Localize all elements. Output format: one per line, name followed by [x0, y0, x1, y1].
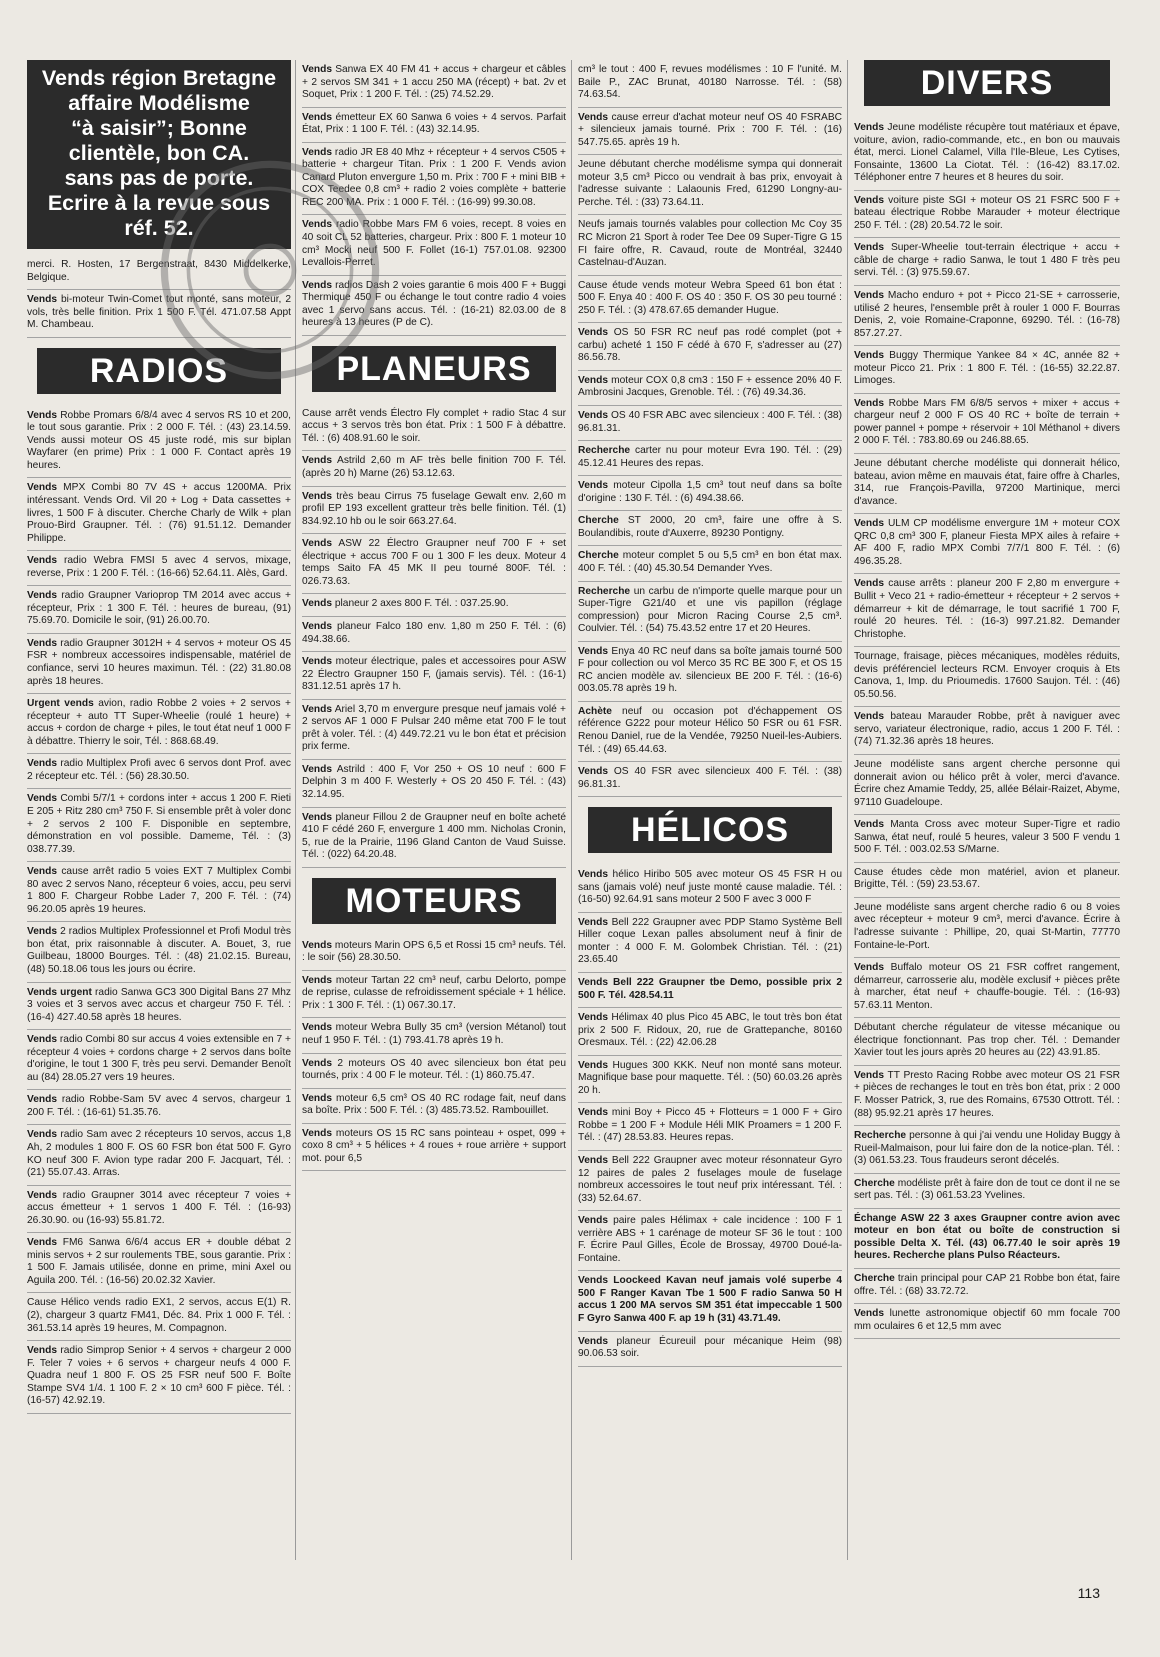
ad-text: émetteur EX 60 Sanwa 6 voies + 4 servos. Parfait État, Prix : 1 100 F. Tél. : (43) 32.14.95.	[302, 111, 566, 136]
ad-lead-word: Vends	[578, 645, 609, 657]
ad-text: Loockeed Kavan neuf jamais volé superbe 4 500 F Ranger Kavan Tbe 1 500 F radio Sanwa 50 H accus 1 200 MA servos SM 351 état impeccable 1 500 F Gyro Sanwa 400 F. ap 19 h (31) 43.71.49.	[578, 1275, 842, 1325]
classified-ad	[302, 404, 566, 452]
ad-text: Super-Wheelie tout-terrain électrique + accu + câble de charge + radio Sanwa, le tout 1 480 F très peu servi. Tél. : (3) 975.59.67.	[854, 242, 1120, 279]
classified-ad	[27, 789, 291, 862]
ad-lead-word: Cherche	[854, 1177, 895, 1189]
ad-text: Buffalo moteur OS 21 FSR coffret rangement, démarreur, carrosserie alu, modèle exclusif + pièces prête à marcher, état neuf + chauffe-bougie. Tél. : (16-93) 57.63.11 Menton.	[854, 962, 1120, 1011]
ad-text: très beau Cirrus 75 fuselage Gewalt env. 2,60 m profil EP 193 excellent gratteur très belle finition. Tél. (1) 834.92.10 hb ou le soir 663.27.64.	[302, 490, 566, 527]
column-3	[578, 60, 842, 1367]
ad-text: Robbe Promars 6/8/4 avec 4 servos RS 10 et 200, le tout sous garantie. Prix : 2 000 F. Tél. : (43) 23.14.59. Vends aussi moteur OS 45 juste rodé, mis sur biplan Wayfarer (en prime) Prix : 1 000 F. Contact après 19 heures.	[27, 409, 291, 471]
ad-text: Bell 222 Graupner avec PDP Stamo Système Bell Hiller coque Lexan palles absolument neuf à finir de monter : 4 000 F. M. Golombek Christian. Tél. : (21) 23.65.40	[578, 916, 842, 966]
classified-ad	[578, 476, 842, 511]
column-rule	[571, 60, 572, 1560]
classified-ad	[302, 1089, 566, 1124]
classified-ad	[578, 511, 842, 546]
classified-ad	[854, 898, 1120, 958]
ad-text: cause erreur d'achat moteur neuf OS 40 FSRABC + silencieux jamais tourné. Prix : 700 F. Tél. : (16) 547.75.65. après 19 h.	[578, 111, 842, 148]
ad-text: OS 40 FSR ABC avec silencieux : 400 F. Tél. : (38) 96.81.31.	[578, 410, 842, 434]
ad-text: cm³ le tout : 400 F, revues modélismes : 10 F l'unité. M. Baile P., ZAC Brunat, 40180 Narrosse. Tél. : (58) 74.63.54.	[578, 64, 842, 101]
ad-lead-word: Vends	[302, 974, 333, 986]
ad-lead-word: Vends	[302, 939, 333, 951]
classified-ad	[27, 1125, 291, 1185]
classified-ad	[578, 1151, 842, 1211]
ad-text: Jeune modéliste sans argent cherche personne qui donnerait avion ou hélico prêt à voler, merci d'avance. Écrire chez Amamie Teddy, 25, allée Bélair-Raizet, Abyme, 97110 Guadeloupe.	[854, 758, 1120, 808]
ad-lead-word: Vends	[578, 916, 609, 928]
ad-text: Débutant cherche régulateur de vitesse mécanique ou électrique fonctionnant. Pas trop cher. Tél. : Demander Xavier tout les jours après 20 heures au (22) 43.91.85.	[854, 1022, 1120, 1059]
ad-lead-word: Vends	[854, 194, 885, 206]
ad-lead-word: Vends	[302, 703, 333, 715]
page-number: 113	[1077, 1585, 1100, 1601]
classified-ad	[578, 642, 842, 702]
ad-lead-word: Vends	[302, 1092, 333, 1104]
ad-text: OS 40 FSR avec silencieux 400 F. Tél. : (38) 96.81.31.	[578, 766, 842, 790]
ad-text: ST 2000, 20 cm³, faire une offre à S. Boulandibis, route d'Auxerre, 89230 Pontigny.	[578, 515, 842, 539]
ad-text: Hélimax 40 plus Pico 45 ABC, le tout très bon état prix 2 500 F. Ridoux, 20, rue de Grattepanche, 80160 Oresmaux. Tél. : (22) 42.06.28	[578, 1012, 842, 1049]
classified-ad	[578, 1271, 842, 1331]
ad-text: mini Boy + Picco 45 + Flotteurs = 1 000 F + Giro Robbe = 1 200 F + Module Héli MIK Proamers = 1 200 F. Tél. : (47) 28.53.83. Heures repas.	[578, 1107, 842, 1144]
classified-ad	[27, 255, 291, 290]
ad-text: Neufs jamais tournés valables pour collection Mc Coy 35 RC Micron 21 Sport à roder Tee Dee 09 Super-Tigre G 15 FI faire offre, R. Cavaud, route de Montréal, 32440 Castelnau-d'Auzan.	[578, 219, 842, 269]
classified-ad	[578, 276, 842, 324]
ad-text: Cause arrêt vends Électro Fly complet + radio Stac 4 sur accus + 3 servos très bon état. Prix : 1 500 F à débattre. Tél. : (6) 408.91.60 le soir.	[302, 407, 566, 444]
ad-lead-word: Recherche	[854, 1130, 907, 1142]
ad-text: Tournage, fraisage, pièces mécaniques, modèles réduits, devis préférenciel lecteurs RCM. Envoyer croquis à Ets Canova, 1, Imp. du Prioumedis. 17600 Saujon. Tél. : (46) 05.50.56.	[854, 651, 1120, 700]
ad-lead-word: Cherche	[854, 1273, 895, 1285]
classified-ad	[578, 406, 842, 441]
ad-lead-word: Vends	[578, 1275, 609, 1287]
ad-text: Jeune débutant cherche modélisme sympa qui donnerait moteur 3,5 cm³ Picco ou vendrait à bas prix, envoyait à l'adresse suivante : Lalaounis Fred, 61290 Longny-au-Perche. Tél. : (33) 73.64.11.	[578, 159, 842, 208]
classified-ad	[302, 936, 566, 971]
classified-ad	[27, 1341, 291, 1414]
classified-ad	[854, 863, 1120, 898]
classified-ad	[854, 707, 1120, 755]
ad-text: radio Graupner Varioprop TM 2014 avec accus + récepteur, Prix : 1 300 F. Tél. : heures de bureau, (91) 75.69.70. Domicile le soir, (91) 26.00.70.	[27, 590, 291, 627]
ad-text: radio Sam avec 2 récepteurs 10 servos, accus 1,8 Ah, 2 modules 1 800 F. OS 60 FSR bon état 500 F. Gyro KO neuf 300 F. Avion type radar 200 F. Jacquart, Tél. : (21) 55.07.43. Arras.	[27, 1129, 291, 1179]
classified-ad	[578, 371, 842, 406]
section-header-helicos: HÉLICOS	[588, 807, 832, 853]
classified-ad	[854, 1269, 1120, 1304]
ad-lead-word: Vends	[854, 1308, 885, 1320]
classified-ad	[27, 862, 291, 922]
ad-list	[27, 255, 291, 338]
ad-list	[302, 404, 566, 868]
classified-ad	[854, 286, 1120, 346]
ad-lead-word: Vends	[302, 146, 333, 158]
ad-lead-word: Vends	[27, 926, 58, 938]
ad-text: radio Graupner 3012H + 4 servos + moteur OS 45 FSR + nombreux accessoires indispensable, matériel de confiance, servi 10 heures maximun. Tél. : (22) 31.80.08 après 18 heures.	[27, 637, 291, 687]
ad-text: Cause études cède mon matériel, avion et planeur. Brigitte, Tél. : (59) 23.53.67.	[854, 866, 1120, 891]
classified-ad	[578, 973, 842, 1008]
ad-text: Jeune modéliste sans argent cherche radio 6 ou 8 voies avec récepteur + moteur 9 cm³, merci d'avance. Écrire à l'adresse suivante : Phillipe, 20, quai St-Martin, 77770 Fontaine-le-Port.	[854, 901, 1120, 951]
ad-lead-word: Vends	[302, 598, 333, 610]
ad-lead-word: Vends	[302, 279, 333, 291]
classified-ad	[302, 617, 566, 652]
classified-ad	[302, 971, 566, 1019]
column-4	[854, 60, 1120, 1339]
classified-ad	[854, 1066, 1120, 1126]
ad-text: avion, radio Robbe 2 voies + 2 servos + récepteur + auto TT Super-Wheelie (roulé 1 heure) + accus + cordon de charge + piles, le tout état neuf 1 000 F à débattre. Thierry le soir, Tél. : 868.68.49.	[27, 698, 291, 747]
ad-text: radio Sanwa GC3 300 Digital Bans 27 Mhz 3 voies et 3 servos avec accus et chargeur 750 F. Tél. : (16-4) 427.40.58 après 18 heures.	[27, 986, 291, 1023]
ad-lead-word: Vends	[578, 374, 609, 386]
classified-ad	[302, 594, 566, 617]
ad-text: bateau Marauder Robbe, prêt à naviguer avec servo, variateur électronique, radio, accus 1 200 F. Tél. : (74) 71.32.36 après 18 heures.	[854, 711, 1120, 748]
classified-ad	[578, 762, 842, 797]
ad-lead-word: Cherche	[578, 515, 619, 527]
ad-text: Macho enduro + pot + Picco 21-SE + carrosserie, utilisé 2 heures, l'ensemble prêt à rouler 1 000 F. Bourras Denis, 2, voie Romaine-Craponne, 69290. Tél. : (16-78) 857.27.27.	[854, 290, 1120, 339]
section-header-planeurs: PLANEURS	[312, 346, 556, 392]
ad-lead-word: Vends	[27, 866, 58, 878]
ad-lead-word: Vends	[27, 1345, 58, 1357]
ad-lead-word: Vends	[578, 410, 609, 422]
ad-lead-word: Vends	[302, 811, 333, 823]
ad-lead-word: Vends	[302, 1057, 333, 1069]
ad-lead-word: Vends	[578, 111, 609, 123]
ad-lead-word: Échange	[854, 1212, 897, 1224]
ad-text: FM6 Sanwa 6/6/4 accus ER + double débat 2 minis servos + 2 sur roulements TBE, sous garantie. Prix : 1 500 F. Jamais utilisée, donne en prime, mini Axel ou Aguila 200. Tél. : (16-56) 20.02.32 Xavier.	[27, 1237, 291, 1286]
ad-text: Jeune débutant cherche modéliste qui donnerait hélico, bateau, avion même en mauvais état, faire offre à Charles, 314, rue François-Pavilla, 97200 Martinique, merci d'avance.	[854, 458, 1120, 507]
ad-lead-word: Vends	[302, 490, 333, 502]
ad-text: radio Robbe-Sam 5V avec 4 servos, chargeur 1 200 F. Tél. : (16-61) 51.35.76.	[27, 1094, 291, 1118]
classified-ad	[578, 702, 842, 762]
ad-text: merci. R. Hosten, 17 Bergenstraat, 8430 Middelkerke, Belgique.	[27, 259, 291, 283]
ad-text: un carbu de n'importe quelle marque pour un Super-Tigre G21/40 et une vis papillon (réglage compression) pour Micron Racing Course 2,5 cm³. Coulvier. Tél. : (54) 75.43.52 entre 17 et 20 Heures.	[578, 585, 842, 635]
ad-text: Combi 5/7/1 + cordons inter + accus 1 200 F. Rieti E 205 + Ritz 280 cm³ 750 F. Si ensemble prêt à voler donc + 2 servos 2 100 F. Disponible en septembre, démonstration en vol possible. Dameme, Tél. : (3) 038.77.39.	[27, 793, 291, 855]
classified-ad	[302, 700, 566, 760]
ad-lead-word: Vends	[578, 1335, 609, 1347]
ad-lead-word: Vends	[27, 1129, 58, 1141]
ad-text: Buggy Thermique Yankee 84 × 4C, année 82 + moteur Picco 21. Prix : 1 800 F. Tél. : (16-55) 32.22.87. Limoges.	[854, 350, 1120, 387]
classified-ad	[27, 1233, 291, 1293]
ad-lead-word: Vends	[302, 64, 333, 75]
ad-text: radio Robbe Mars FM 6 voies, recept. 8 voies en 40 soit CL 52 batteries, chargeur. Prix : 800 F. 1 moteur 10 cm³ Mocki neuf 500 F. Follet (16-1) 757.01.08. 92300 Levallois-Perret.	[302, 219, 566, 269]
ad-lead-word: Vends	[578, 1012, 609, 1024]
ad-text: hélico Hiribo 505 avec moteur OS 45 FSR H ou sans (jamais volé) neuf juste monté cause maladie. Tél. : (16-50) 92.64.91 sans moteur 2 500 F avec 3 000 F	[578, 869, 842, 906]
classified-ad	[27, 754, 291, 789]
ad-text: voiture piste SGI + moteur OS 21 FSRC 500 F + bateau électrique Robbe Marauder + moteur électrique 250 F. Tél. : (28) 20.54.72 le soir.	[854, 194, 1120, 231]
ad-list	[302, 936, 566, 1172]
classified-ad	[854, 1304, 1120, 1339]
ad-text: Cause Hélico vends radio EX1, 2 servos, accus E(1) R.(2), chargeur 3 quartz FM41, Déc. 84. Prix 1 000 F. Tél. : 361.53.14 après 19 heures, M. Compagnon.	[27, 1297, 291, 1334]
column-2	[302, 60, 566, 1171]
ad-text: moteur Webra Bully 35 cm³ (version Métanol) tout neuf 1 950 F. Tél. : (1) 793.41.78 après 19 h.	[302, 1022, 566, 1046]
ad-text: planeur Fillou 2 de Graupner neuf en boîte acheté 410 F cédé 260 F, envergure 1 400 mm. Nicholas Cronin, 5, rue de la Prairie, 1196 Gland Canton de Vaud Suisse. Tél. : (022) 64.20.48.	[302, 811, 566, 861]
ad-text: paire pales Hélimax + cale incidence : 100 F 1 verrière ABS + 1 carénage de moteur SF 36 le tout : 100 F. Écrire Paul Gilles, École de Brossay, 49700 Doué-la-Fontaine.	[578, 1215, 842, 1264]
ad-lead-word: Vends	[854, 122, 885, 133]
classified-ad	[27, 551, 291, 586]
ad-lead-word: Recherche	[578, 445, 631, 457]
ad-text: moteur 6,5 cm³ OS 40 RC rodage fait, neuf dans sa boîte. Prix : 500 F. Tél. : (3) 485.73.52. Rambouillet.	[302, 1092, 566, 1117]
classified-ad	[578, 1103, 842, 1151]
ad-text: ASW 22 Électro Graupner neuf 700 F + set électrique + accus 700 F ou 1 300 F les deux. Moteur 4 temps Saito FA 45 MK II peu tourné 800F. Tél. : 026.73.63.	[302, 538, 566, 587]
ad-text: moteur Cipolla 1,5 cm³ tout neuf dans sa boîte d'origine : 130 F. Tél. : (6) 494.38.66.	[578, 480, 842, 504]
ad-text: Jeune modéliste récupère tout matériaux et épave, voiture, avion, radio-commande, etc., en bon ou mauvais état, merci. Lionel Calamel, Villa l'Ile-Bleue, Les Cytises, Fonsainte, 13600 La Ciotat. Tél. : (16-42) 83.17.02. Téléphoner entre 7 heures et 8 heures du soir.	[854, 122, 1120, 184]
ad-lead-word: Vends urgent	[27, 986, 92, 998]
ad-lead-word: Vends	[578, 1107, 609, 1119]
classified-ad	[302, 215, 566, 275]
ad-lead-word: Vends	[302, 620, 333, 632]
ad-text: radio Multiplex Profi avec 6 servos dont Prof. avec 2 récepteur etc. Tél. : (56) 28.30.50.	[27, 758, 291, 782]
ad-text: neuf ou occasion pot d'échappement OS référence G222 pour moteur Hélico 50 FSR ou 61 FSR. Renou Daniel, rue de la Vendée, 79250 Nueil-les-Aubiers. Tél. : (49) 65.44.63.	[578, 705, 842, 755]
ad-text: radio JR E8 40 Mhz + récepteur + 4 servos C505 + batterie + chargeur Titan. Prix : 1 200 F. Vends avion Canard Pluton envergure 1,50 m. Prix : 700 F + mini BIB + COX Teedee 0,8 cm³ + radio 2 voies complète + batterie REC 200 MA. Prix : 1 000 F. Tél. : (16-99) 99.30.08.	[302, 146, 566, 208]
ad-lead-word: Vends	[854, 290, 885, 302]
classified-ad	[302, 760, 566, 808]
classified-ad	[854, 958, 1120, 1018]
ad-text: ASW 22 3 axes Graupner contre avion avec moteur en bon état ou boîte de construction si possible Delta X. Tél. (43) 06.77.40 le soir après 19 heures. Recherche plans Pulso Réacteurs.	[854, 1212, 1120, 1262]
classified-ad	[302, 1018, 566, 1053]
classified-ad	[854, 815, 1120, 863]
ad-lead-word: Vends	[27, 1094, 58, 1106]
ad-lead-word: Vends	[302, 111, 333, 123]
ad-text: Astrild : 400 F, Vor 250 + OS 10 neuf : 600 F Delphin 3 m 400 F. Westerly + OS 20 450 F. Tél. : (43) 32.14.95.	[302, 763, 566, 800]
ad-lead-word: Vends	[27, 793, 58, 805]
classified-ad	[578, 1211, 842, 1271]
ad-lead-word: Vends	[302, 656, 333, 668]
ad-text: radio Simprop Senior + 4 servos + chargeur 2 000 F. Teler 7 voies + 6 servos + chargeur neufs 4 000 F. Quadra neuf 1 800 F. OS 25 FSR neuf 500 F. Boîte Stampe SV4 1/4. 1 100 F. 2 × 10 cm³ 600 F pièce. Tél. : (16-57) 42.92.19.	[27, 1345, 291, 1407]
ad-lead-word: Vends	[27, 1189, 58, 1201]
classified-ad	[302, 1124, 566, 1172]
ad-text: moteur Tartan 22 cm³ neuf, carbu Delorto, pompe de reprise, culasse de refroidissement spéciale + 1 hélice. Prix : 1 300 F. Tél. : (1) 067.30.17.	[302, 974, 566, 1011]
ad-text: moteur électrique, pales et accessoires pour ASW 22 Électro Graupner 150 F, (jamais servis). Tél. : (16-1) 831.12.51 après 17 h.	[302, 656, 566, 693]
ad-lead-word: Vends	[578, 1155, 609, 1166]
column-rule	[295, 60, 296, 1560]
ad-lead-word: Vends	[578, 766, 609, 778]
classified-ad	[854, 191, 1120, 239]
ad-text: train principal pour CAP 21 Robbe bon état, faire offre. Tél. : (68) 33.72.72.	[854, 1273, 1120, 1297]
ad-lead-word: Recherche	[578, 585, 631, 597]
classified-ad	[854, 394, 1120, 454]
classified-ad	[27, 586, 291, 634]
classified-ad	[302, 1054, 566, 1089]
ad-lead-word: Vends	[854, 350, 885, 362]
ad-text: lunette astronomique objectif 60 mm focale 700 mm oculaires 6 et 12,5 mm avec	[854, 1308, 1120, 1332]
ad-text: ULM CP modélisme envergure 1M + moteur COX QRC 0,8 cm³ 300 F, planeur Fiesta MPX ailes à refaire + AF 400 F, radio MPX Combi 7/7/1 800 F. Tél. : (6) 496.35.28.	[854, 518, 1120, 567]
ad-lead-word: Vends	[578, 869, 609, 881]
classified-ad	[854, 238, 1120, 286]
ad-list	[854, 118, 1120, 1339]
classified-ad	[302, 534, 566, 594]
ad-lead-word: Vends	[578, 1215, 609, 1227]
classified-ad	[578, 60, 842, 108]
ad-text: 2 radios Multiplex Professionnel et Profi Modul très bon état, prix raisonnable à discuter. A. Bouet, 3, rue Guilbeau, 18000 Bourges. Tél. : (48) 21.02.15. Bureau, (48) 50.18.06 tous les jours ou écrire.	[27, 926, 291, 975]
ad-lead-word: Vends	[27, 590, 58, 602]
ad-text: modéliste prêt à faire don de tout ce dont il ne se sert pas. Tél. : (3) 061.53.23 Yvelines.	[854, 1177, 1120, 1202]
ad-text: cause arrêt radio 5 voies EXT 7 Multiplex Combi 80 avec 2 servos Nano, récepteur 6 voies, accu, peu servi 1 800 F. Chargeur Robbe Lader 7, 200 F. Tél. : (74) 96.20.05 après 19 heures.	[27, 866, 291, 915]
classified-ad	[27, 922, 291, 982]
ad-text: personne à qui j'ai vendu une Holiday Buggy à Rueil-Malmaison, pour lui faire don de la notice-plan. Tél. : (3) 061.53.23. Tous fraudeurs seront décelés.	[854, 1130, 1120, 1167]
ad-text: planeur Écureuil pour mécanique Heim (98) 90.06.53 soir.	[578, 1335, 842, 1360]
ad-text: bi-moteur Twin-Comet tout monté, sans moteur, 2 vols, très belle finition. Prix 1 500 F. Tél. 471.07.58 Appt M. Chambeau.	[27, 294, 291, 331]
ad-text: Cause étude vends moteur Webra Speed 61 bon état : 500 F. Enya 40 : 400 F. OS 40 : 350 F. OS 30 peu tourné : 250 F. Tél. : (3) 478.67.65 demander Hugue.	[578, 279, 842, 316]
classified-ad	[854, 1126, 1120, 1174]
classified-ad	[854, 454, 1120, 514]
ad-lead-word: Vends	[302, 455, 333, 467]
classified-ad	[578, 1332, 842, 1367]
ad-list	[578, 865, 842, 1367]
classified-ad	[854, 118, 1120, 191]
ad-text: Ariel 3,70 m envergure presque neuf jamais volé + 2 servos AF 1 000 F Pulsar 240 même etat 700 F le tout prêt à voler. Tél. : (4) 449.72.21 vu le bon état et précision prix ferme.	[302, 703, 566, 753]
ad-text: radio Graupner 3014 avec récepteur 7 voies + accus émetteur + 1 servos 1 400 F. Tél. : (16-93) 26.30.90. ou (16-93) 55.81.72.	[27, 1189, 291, 1226]
ad-text: radio Combi 80 sur accus 4 voies extensible en 7 + récepteur 4 voies + cordons charge + 2 servos dans boîte d'origine, le tout 1 300 F, très peu servi. Demander Benoît au (84) 28.05.27 vers 19 heures.	[27, 1034, 291, 1083]
ad-lead-word: Vends	[302, 763, 333, 775]
ad-text: TT Presto Racing Robbe avec moteur OS 21 FSR + pièces de rechanges le tout en très bon état, prix : 2 000 F. Mosser Patrick, 3, rue des Romains, 67530 Ottrott. Tél. : (88) 95.92.21 après 17 heures.	[854, 1069, 1120, 1119]
ad-lead-word: Vends	[27, 482, 58, 494]
section-header-radios: RADIOS	[37, 348, 281, 394]
ad-lead-word: Vends	[854, 518, 885, 530]
ad-lead-word: Vends	[27, 758, 58, 770]
classified-ad	[854, 755, 1120, 815]
classified-ad	[578, 155, 842, 215]
classified-ad	[27, 478, 291, 551]
classified-ad	[302, 652, 566, 700]
ad-text: Hugues 300 KKK. Neuf non monté sans moteur. Magnifique base pour maquette. Tél. : (50) 60.03.26 après 20 h.	[578, 1059, 842, 1096]
classified-ad	[302, 143, 566, 216]
classified-ad	[854, 1018, 1120, 1066]
ad-lead-word: Cherche	[578, 550, 619, 562]
classified-ad	[302, 451, 566, 486]
classified-ad	[578, 865, 842, 913]
ad-text: OS 50 FSR RC neuf pas rodé complet (pot + carbu) acheté 1 150 F cédé à 670 F, s'adresser au (27) 86.56.78.	[578, 327, 842, 364]
ad-text: Manta Cross avec moteur Super-Tigre et radio Sanwa, état neuf, roulé 5 heures, valeur 3 500 F vendu 1 500 F. Tél. : 003.02.53 S/Marne.	[854, 819, 1120, 856]
ad-lead-word: Vends	[302, 538, 333, 550]
classified-ad	[302, 808, 566, 868]
ad-lead-word: Vends	[27, 1237, 58, 1249]
ad-text: cause arrêts : planeur 200 F 2,80 m envergure + Bullit + Veco 21 + radio-émetteur + récepteur + 2 servos + démarreur + kit de démarrage, le tout sacrifié 1 700 F, roulé 20 heures. Tél. : (16-3) 997.21.82. Demander Christophe.	[854, 578, 1120, 640]
classified-ad	[27, 1293, 291, 1341]
ad-text: moteur COX 0,8 cm3 : 150 F + essence 20% 40 F. Ambrosini Jacques, Grenoble. Tél. : (76) 49.34.36.	[578, 374, 842, 399]
classified-ad	[578, 546, 842, 581]
ad-text: radio Webra FMSI 5 avec 4 servos, mixage, reverse, Prix : 1 200 F. Tél. : (16-66) 52.64.11. Alès, Gard.	[27, 555, 291, 579]
classified-ad	[27, 406, 291, 479]
ad-lead-word: Vends	[302, 1127, 333, 1139]
ad-list	[578, 60, 842, 797]
classified-ad	[27, 1186, 291, 1234]
ad-lead-word: Vends	[854, 578, 885, 590]
column-1	[27, 60, 291, 1414]
ad-lead-word: Vends	[302, 1022, 333, 1034]
ad-text: radios Dash 2 voies garantie 6 mois 400 F + Buggi Thermique 450 F ou échange le tout contre radio 4 voies avec 1 servo sans accus. Tél. : (16-21) 82.03.00 de 8 heures à 13 heures (P de C).	[302, 279, 566, 329]
ad-text: MPX Combi 80 7V 4S + accus 1200MA. Prix intéressant. Vends Ord. Vil 20 + Log + Data cassettes + livres, 1 500 F à discuter. Cherche Charly de Wilk + plan Prouo-Bird Graupner. Tél. : (76) 91.51.12. Demander Philippe.	[27, 482, 291, 544]
ad-lead-word: Vends	[854, 397, 885, 409]
classified-ad	[27, 694, 291, 754]
ad-list	[27, 406, 291, 1414]
ad-lead-word: Vends	[27, 409, 58, 421]
ad-lead-word: Vends	[854, 1069, 885, 1081]
ad-text: moteurs Marin OPS 6,5 et Rossi 15 cm³ neufs. Tél. : le soir (56) 28.30.50.	[302, 939, 566, 964]
ad-lead-word: Achète	[578, 705, 612, 717]
classified-ad	[854, 647, 1120, 707]
ad-text: Bell 222 Graupner avec moteur résonnateur Gyro 12 paires de pales 2 fuselages moule de fuselage nombreux accessoires le tout neuf prix intéressant. Tél. : (33) 52.64.67.	[578, 1155, 842, 1204]
business-sale-banner: Vends région Bretagne affaire Modélisme “à saisir”; Bonne clientèle, bon CA. sans pas de porte. Ecrire à la revue sous réf. 52.	[27, 60, 291, 249]
ad-lead-word: Vends	[27, 637, 58, 649]
ad-text: Robbe Mars FM 6/8/5 servos + mixer + accus + chargeur neuf 2 000 F OS 40 RC + boîte de terrain + power pannel + pompe + réservoir + 10l Méthanol + divers 2 000 F. Tél. : 783.80.69 ou 246.88.65.	[854, 397, 1120, 447]
ad-lead-word: Vends	[854, 819, 885, 831]
classified-ad	[27, 1030, 291, 1090]
classified-ad	[578, 215, 842, 275]
classified-ad	[27, 983, 291, 1031]
classified-ad	[578, 582, 842, 642]
ad-lead-word: Vends	[27, 294, 58, 306]
classified-ad	[578, 913, 842, 973]
ad-text: Sanwa EX 40 FM 41 + accus + chargeur et câbles + 2 servos SM 341 + 1 accu 250 MA (récept) + bat. 2v et Soquet, Prix : 1 200 F. Tél. : (25) 74.52.29.	[302, 64, 566, 101]
ad-lead-word: Vends	[578, 1059, 609, 1071]
ad-text: Bell 222 Graupner tbe Demo, possible prix 2 500 F. Tél. 428.54.11	[578, 976, 842, 1001]
ad-lead-word: Vends	[27, 555, 58, 567]
classified-ad	[302, 60, 566, 108]
classified-ad	[578, 323, 842, 371]
ad-text: Astrild 2,60 m AF très belle finition 700 F. Tél. (après 20 h) Marne (26) 53.12.63.	[302, 455, 566, 480]
ad-lead-word: Vends	[854, 711, 885, 723]
ad-text: moteurs OS 15 RC sans pointeau + ospet, 099 + coxo 8 cm³ + 5 hélices + 4 roues + roue arrière + support mot. pour 6,5	[302, 1127, 566, 1164]
classified-ad	[578, 441, 842, 476]
classified-ad	[854, 574, 1120, 647]
classified-ad	[854, 1209, 1120, 1269]
ad-lead-word: Vends	[854, 242, 885, 254]
ad-text: planeur 2 axes 800 F. Tél. : 037.25.90.	[332, 598, 509, 610]
ad-lead-word: Vends	[302, 219, 333, 231]
classified-ad	[27, 1090, 291, 1125]
classified-ad	[302, 487, 566, 535]
section-header-divers: DIVERS	[864, 60, 1110, 106]
ad-lead-word: Vends	[578, 976, 609, 988]
classified-ad	[578, 1008, 842, 1056]
ad-lead-word: Vends	[27, 1034, 58, 1046]
ad-text: 2 moteurs OS 40 avec silencieux bon état peu tournés, prix : 4 00 F le moteur. Tél. : (1) 860.75.47.	[302, 1057, 566, 1082]
classified-ad	[854, 346, 1120, 394]
ad-lead-word: Vends	[854, 962, 885, 974]
ad-lead-word: Urgent vends	[27, 698, 94, 710]
section-header-moteurs: MOTEURS	[312, 878, 556, 924]
classified-ad	[578, 108, 842, 156]
classified-ad	[854, 1174, 1120, 1209]
ad-text: Enya 40 RC neuf dans sa boîte jamais tourné 500 F pour collection ou vol Merco 35 RC BE 300 F, et OS 15 RC ancien modèle av. silencieux BE 200 F. Tél. : (16-6) 003.05.78 après 19 h.	[578, 645, 842, 695]
ad-lead-word: Vends	[578, 480, 609, 492]
ad-text: planeur Falco 180 env. 1,80 m 250 F. Tél. : (6) 494.38.66.	[302, 620, 566, 645]
classified-ad	[578, 1056, 842, 1104]
ad-lead-word: Vends	[578, 327, 609, 339]
ad-text: carter nu pour moteur Evra 190. Tél. : (29) 45.12.41 Heures des repas.	[578, 445, 842, 469]
column-rule	[847, 60, 848, 1560]
classified-ad	[854, 514, 1120, 574]
ad-text: moteur complet 5 ou 5,5 cm³ en bon état max. 400 F. Tél. : (40) 45.30.54 Demander Yves.	[578, 550, 842, 574]
ad-list	[302, 60, 566, 336]
classified-ad	[27, 290, 291, 338]
classified-ad	[27, 634, 291, 694]
classified-ad	[302, 108, 566, 143]
classified-ad	[302, 276, 566, 336]
